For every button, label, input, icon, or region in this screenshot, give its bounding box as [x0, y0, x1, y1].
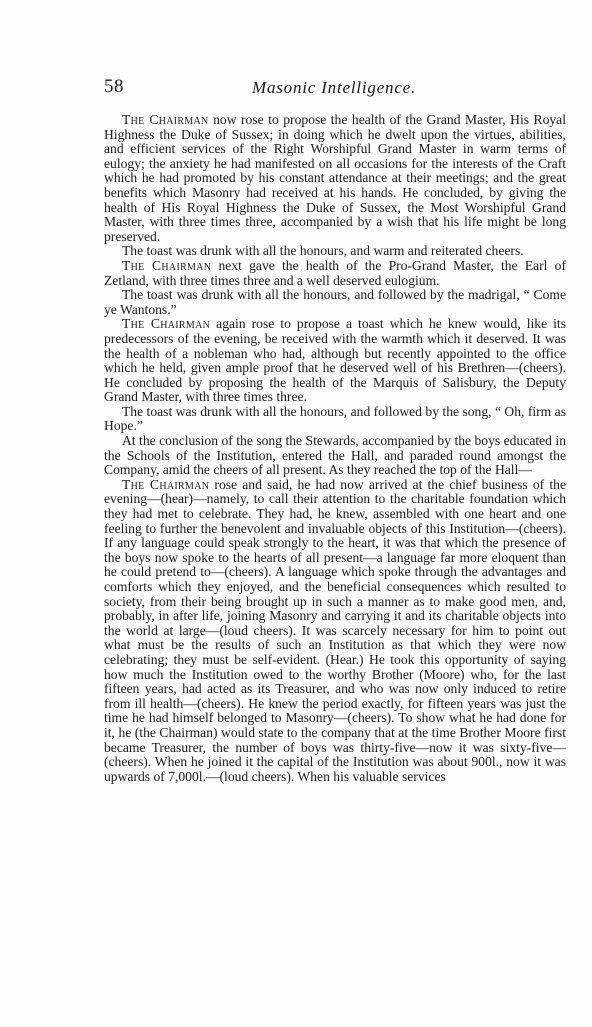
paragraph-text: rose and said, he had now arrived at the chief business of the evening—(hear)—namely, to call their attention to the charitable foundation which they had met to celebrate. They had, he knew, assembled with one heart and one feeling to further the benevolent and invaluable objects of this Institution—(cheers). If any language could speak strongly to the heart, it was that which the presence of the boys now spoke to the hearts of all present—a language far more eloquent than he could pretend to—(cheers). A language which spoke through the advantages and comforts which they enjoyed, and the beneficial consequences which resulted to society, from their being brought up in such a manner as to make good men, and, probably, in after life, joining Masonry and carrying it and its charitable objects into the world at large—(loud cheers). It was scarcely necessary for him to point out what must be the results of such an Institution as that which they were now celebrating; they must be self-evident. (Hear.) He took this opportunity of saying how much the Institution owed to the worthy Brother (Moore) who, for the last fifteen years, had acted as its Treasurer, and who was now only induced to retire from ill health—(cheers). He knew the period exactly, for fifteen years was just the time he had himself belonged to Masonry—(cheers). To show what he had done for it, he (the Chairman) would state to the company that at the time Brother Moore first became Treasurer, the number of boys was thirty-five—now it was sixty-five—(cheers). When he joined it the capital of the Institution was about 900l., now it was upwards of 7,000l.—(loud cheers). When his valuable services [104, 476, 566, 784]
paragraph-text: next gave the health of the Pro-Grand Master, the Earl of Zetland, with three times three and a well deserved eulogium. [104, 257, 566, 288]
paragraph [104, 478, 566, 784]
speaker-name: The Chairman [122, 316, 211, 332]
paragraph [104, 259, 566, 288]
speaker-name: The Chairman [122, 112, 209, 127]
paragraph-text: The toast was drunk with all the honours, and followed by the madrigal, “ Come ye Wantons.” [104, 287, 566, 317]
paragraph [104, 244, 566, 259]
page-number: 58 [104, 76, 124, 97]
paragraph [104, 288, 566, 317]
running-title: Masonic Intelligence. [252, 78, 417, 97]
paragraph [104, 317, 566, 405]
paragraph-text: At the conclusion of the song the Stewards, accompanied by the boys educated in the Schools of the Institution, entered the Hall, and paraded round amongst the Company, amid the cheers of all present. As they reached the top of the Hall— [104, 433, 566, 478]
speaker-name: The Chairman [122, 257, 212, 273]
body-text [104, 113, 566, 784]
paragraph [104, 434, 566, 478]
speaker-name: The Chairman [122, 476, 210, 492]
paragraph-text: again rose to propose a toast which he knew would, like its predecessors of the evening, be received with the warmth which it deserved. It was the health of a nobleman who had, although but recently appointed to the office which he held, given ample proof that he deserved well of his Brethren—(cheers). He concluded by proposing the health of the Marquis of Salisbury, the Deputy Grand Master, with three times three. [104, 316, 567, 405]
paragraph-text: The toast was drunk with all the honours, and followed by the song, “ Oh, firm as Hope.” [104, 403, 566, 434]
paragraph-text: The toast was drunk with all the honours, and warm and reiterated cheers. [122, 243, 524, 259]
paragraph-text: now rose to propose the health of the Grand Master, His Royal Highness the Duke of Sussex; in doing which he dwelt upon the virtues, abilities, and efficient services of the Right Worshipful Grand Master in warm terms of eulogy; the anxiety he had manifested on all occasions for the interests of the Craft which he had promoted by his constant attendance at their meetings; and the great benefits which Masonry had received at his hands. He concluded, by giving the health of His Royal Highness the Duke of Sussex, the Most Worshipful Grand Master, with three times three, accompanied by a wish that his life might be long preserved. [104, 112, 566, 244]
paragraph [104, 113, 566, 244]
paragraph [104, 405, 566, 434]
page-header [104, 76, 489, 98]
